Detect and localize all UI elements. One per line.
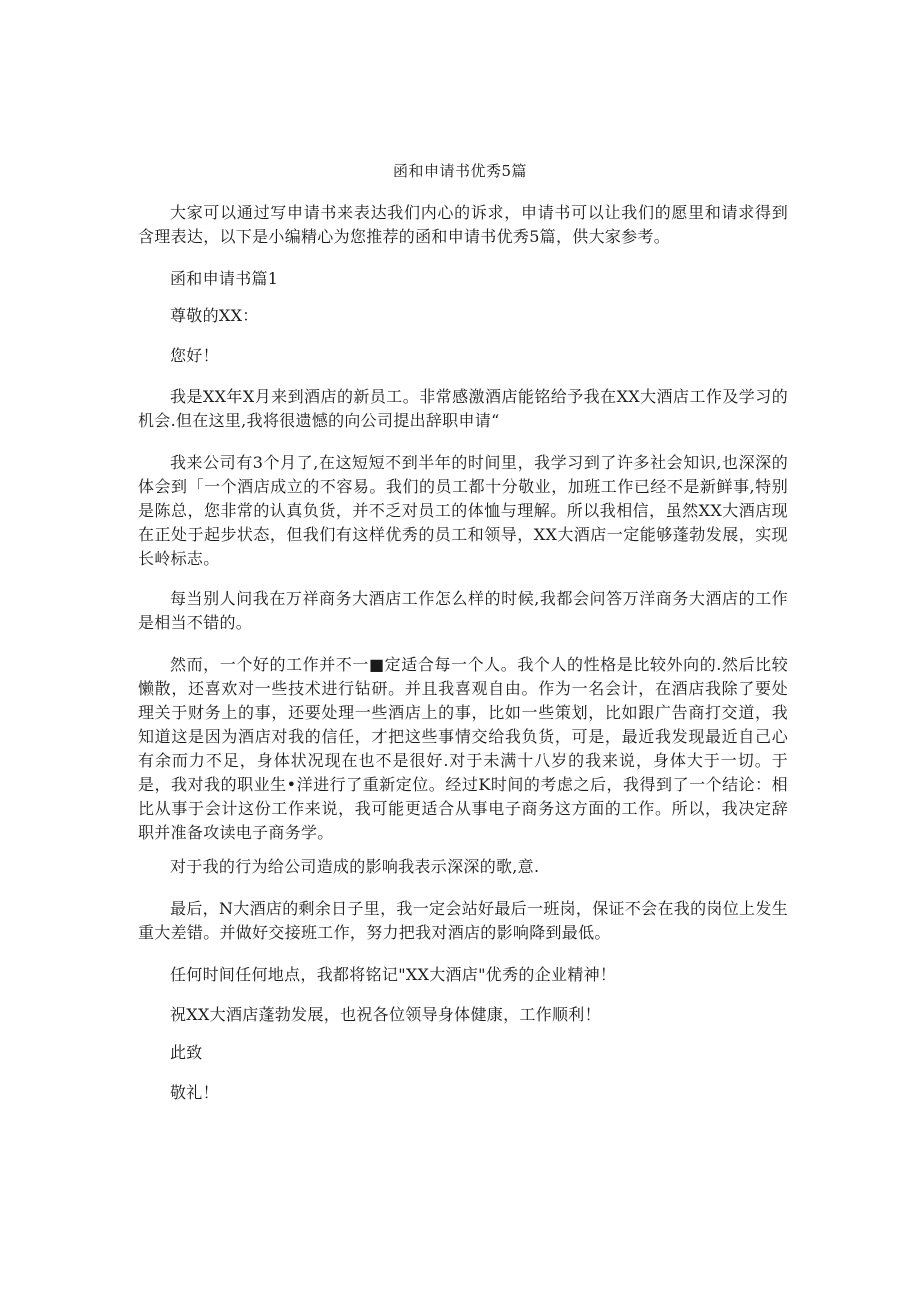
body-paragraph: 对于我的行为给公司造成的影响我表示深深的歌,意. (170, 857, 540, 876)
closing-line: 此致 (170, 1043, 203, 1062)
intro-paragraph: 大家可以通过写申请书来表达我们内心的诉求，申请书可以让我们的愿里和请求得到含理表达，以下是小编精心为您推荐的函和申请书优秀5篇，供大家参考。 (138, 203, 788, 246)
greeting: 您好！ (170, 346, 219, 365)
body-paragraph: 每当别人问我在万祥商务大酒店工作怎么样的时候,我都会问答万洋商务大酒店的工作是相当不错的。 (138, 589, 788, 632)
section-heading: 函和申请书篇1 (170, 269, 279, 288)
closing-regards: 敬礼！ (170, 1083, 219, 1102)
body-paragraph: 然而，一个好的工作并不一■定适合每一个人。我个人的性格是比较外向的.然后比较懒散，还喜欢对一些技术进行钻研。并且我喜观自由。作为一名会计，在酒店我除了要处理关于财务上的事，还要处理一些酒店上的事，比如一些策划，比如跟广告商打交道，我知道这是因为酒店对我的信任，才把这些事情交给我负货，可是，最近我发现最近自己心有余而力不足，身体状况现在也不是很好.对于未满十八岁的我来说，身体大于一切。于是，我对我的职业生•洋进行了重新定位。经过K时间的考虑之后，我得到了一个结论：相比从事于会计这份工作来说，我可能更适合从事电子商务这方面的工作。所以，我决定辞职并准备攻读电子商务学。 (138, 655, 788, 842)
body-paragraph: 任何时间任何地点，我都将铭记"XX大酒店"优秀的企业精神！ (170, 965, 617, 984)
body-paragraph: 祝XX大酒店蓬勃发展，也祝各位领导身体健康，工作顺利！ (170, 1005, 601, 1024)
body-paragraph: 我来公司有3个月了,在这短短不到半年的时间里，我学习到了许多社会知识,也深深的体会到「一个酒店成立的不容易。我们的员工都十分敬业，加班工作已经不是新鲜事,特别是陈总，您非常的认真负货，并不乏对员工的体恤与理解。所以我相信，虽然XX大酒店现在正处于起步状态，但我们有这样优秀的员工和领导，XX大酒店一定能够蓬勃发展，实现长岭标志。 (138, 453, 788, 568)
body-paragraph: 我是XX年X月来到酒店的新员工。非常感激酒店能铭给予我在XX大酒店工作及学习的机会.但在这里,我将很遗憾的向公司提出辞职申请“ (138, 387, 788, 430)
salutation: 尊敬的XX： (170, 306, 259, 325)
document-title: 函和申请书优秀5篇 (392, 162, 528, 180)
body-paragraph: 最后，N大酒店的剩余日子里，我一定会站好最后一班岗，保证不会在我的岗位上发生重大差错。并做好交接班工作，努力把我对酒店的影响降到最低。 (138, 899, 788, 942)
